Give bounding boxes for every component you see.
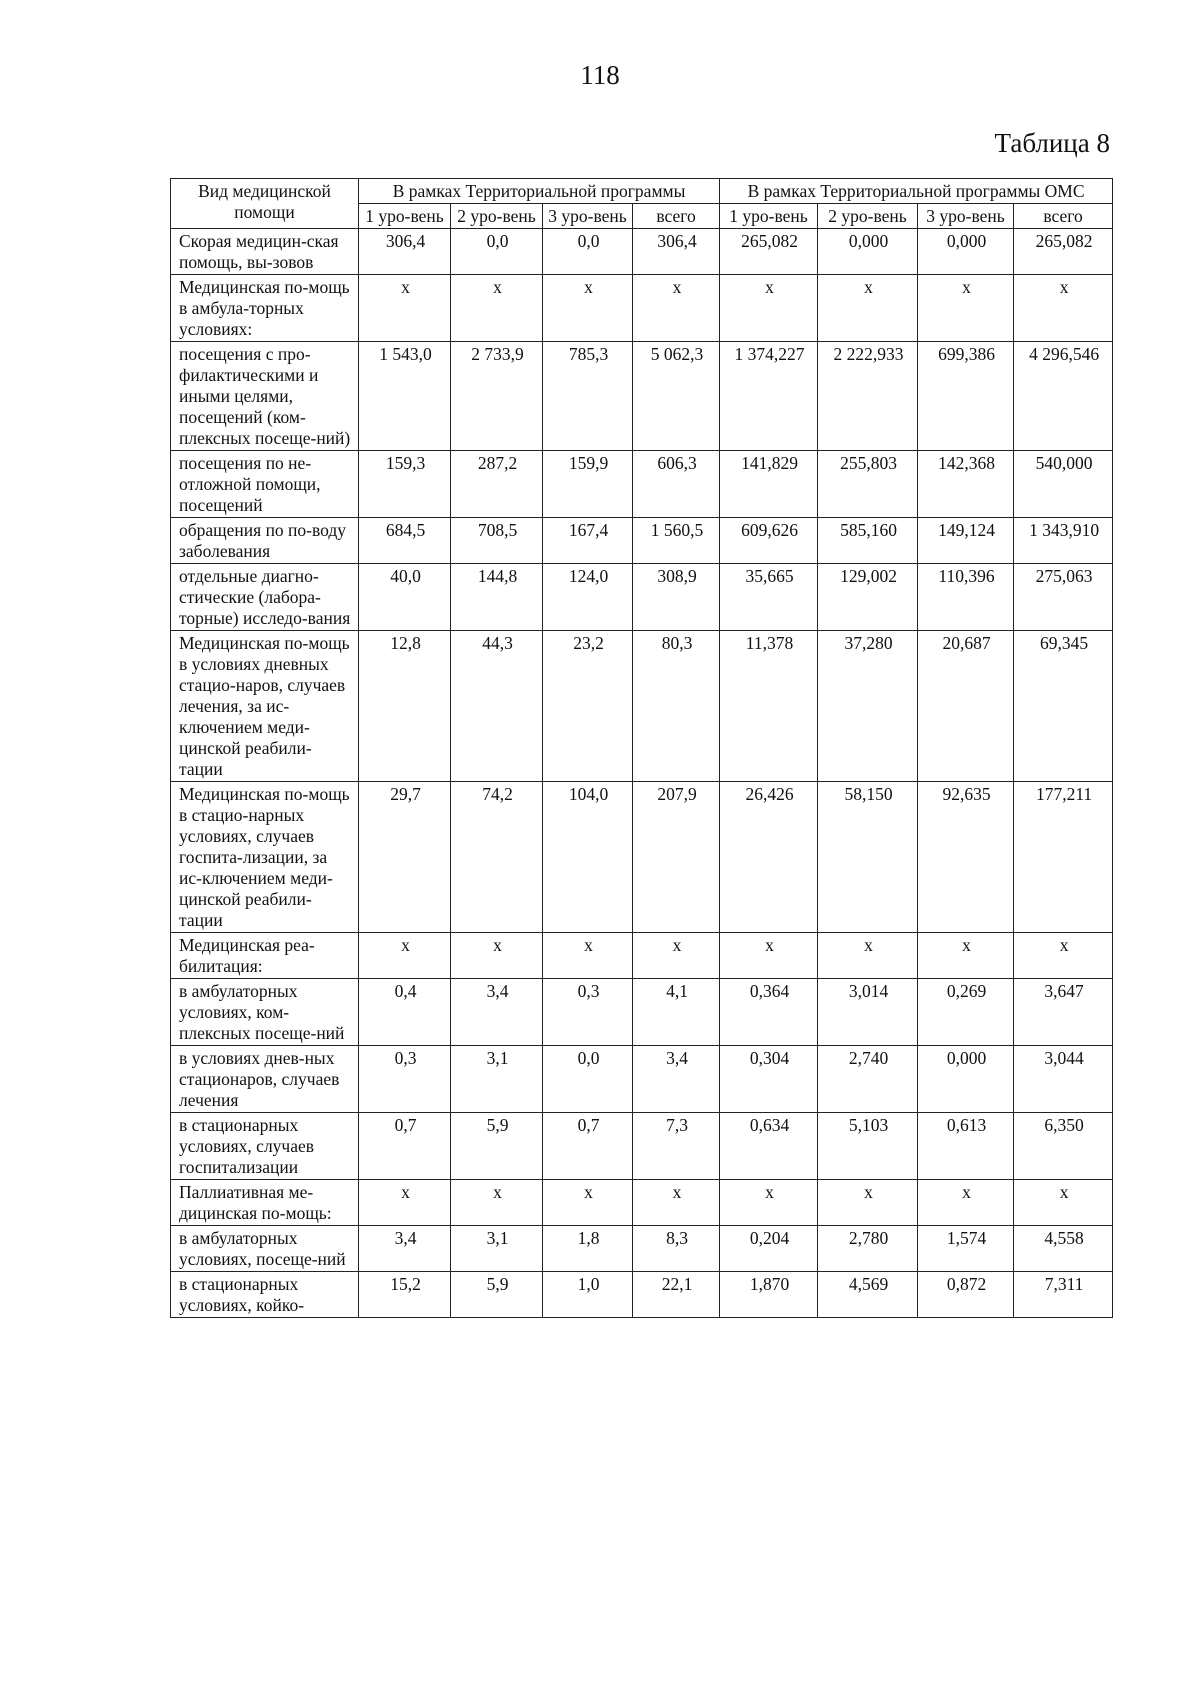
table-row: [171, 1226, 1113, 1272]
header-level-cell: 2 уро-вень: [818, 204, 918, 229]
header-total-cell: всего: [1014, 204, 1113, 229]
header-row-groups: [171, 179, 1113, 204]
row-label: Медицинская по-мощь в стацио-нарных условиях, случаев госпита-лизации, за ис-ключением меди-цинской реабили-тации: [171, 782, 359, 933]
value-cell: x: [451, 275, 543, 342]
value-cell: 3,1: [451, 1226, 543, 1272]
value-cell: x: [1014, 933, 1113, 979]
value-cell: 0,0: [451, 229, 543, 275]
value-cell: 0,7: [359, 1113, 451, 1180]
value-cell: 540,000: [1014, 451, 1113, 518]
value-cell: x: [633, 933, 720, 979]
value-cell: 144,8: [451, 564, 543, 631]
table-row: [171, 1113, 1113, 1180]
header-level-cell: 1 уро-вень: [720, 204, 818, 229]
value-cell: 159,3: [359, 451, 451, 518]
value-cell: 167,4: [543, 518, 633, 564]
table-row: [171, 933, 1113, 979]
value-cell: 3,044: [1014, 1046, 1113, 1113]
value-cell: 104,0: [543, 782, 633, 933]
value-cell: 1,8: [543, 1226, 633, 1272]
value-cell: 2 222,933: [818, 342, 918, 451]
table-row: [171, 451, 1113, 518]
row-label: посещения по не-отложной помощи, посещений: [171, 451, 359, 518]
value-cell: 110,396: [918, 564, 1014, 631]
value-cell: 80,3: [633, 631, 720, 782]
value-cell: 684,5: [359, 518, 451, 564]
table-row: [171, 342, 1113, 451]
value-cell: 0,613: [918, 1113, 1014, 1180]
value-cell: 306,4: [633, 229, 720, 275]
row-label: отдельные диагно-стические (лабора-торные) исследо-вания: [171, 564, 359, 631]
table-row: [171, 631, 1113, 782]
value-cell: 0,3: [359, 1046, 451, 1113]
value-cell: 708,5: [451, 518, 543, 564]
value-cell: x: [359, 933, 451, 979]
value-cell: x: [818, 933, 918, 979]
page-number: 118: [580, 60, 620, 90]
value-cell: x: [1014, 1180, 1113, 1226]
table-body: [171, 229, 1113, 1318]
value-cell: 35,665: [720, 564, 818, 631]
value-cell: x: [359, 275, 451, 342]
table-row: [171, 1046, 1113, 1113]
value-cell: 0,3: [543, 979, 633, 1046]
value-cell: 3,647: [1014, 979, 1113, 1046]
value-cell: 5,9: [451, 1272, 543, 1318]
value-cell: 69,345: [1014, 631, 1113, 782]
value-cell: 1 343,910: [1014, 518, 1113, 564]
value-cell: 0,000: [918, 229, 1014, 275]
table-row: [171, 979, 1113, 1046]
value-cell: 3,014: [818, 979, 918, 1046]
value-cell: 15,2: [359, 1272, 451, 1318]
value-cell: 0,0: [543, 229, 633, 275]
value-cell: 4 296,546: [1014, 342, 1113, 451]
value-cell: 1 560,5: [633, 518, 720, 564]
value-cell: x: [633, 275, 720, 342]
table-row: [171, 782, 1113, 933]
value-cell: 149,124: [918, 518, 1014, 564]
row-label: Паллиативная ме-дицинская по-мощь:: [171, 1180, 359, 1226]
value-cell: 0,634: [720, 1113, 818, 1180]
table-row: [171, 1272, 1113, 1318]
value-cell: 12,8: [359, 631, 451, 782]
value-cell: 22,1: [633, 1272, 720, 1318]
row-label: в стационарных условиях, случаев госпитализации: [171, 1113, 359, 1180]
header-level-cell: 3 уро-вень: [918, 204, 1014, 229]
value-cell: x: [1014, 275, 1113, 342]
row-label: посещения с про-филактическими и иными целями, посещений (ком-плексных посеще-ний): [171, 342, 359, 451]
value-cell: 141,829: [720, 451, 818, 518]
row-label: в амбулаторных условиях, посеще-ний: [171, 1226, 359, 1272]
value-cell: 3,4: [451, 979, 543, 1046]
header-level-cell: 1 уро-вень: [359, 204, 451, 229]
header-group-oms: В рамках Территориальной программы ОМС: [720, 179, 1113, 204]
value-cell: 40,0: [359, 564, 451, 631]
value-cell: 0,204: [720, 1226, 818, 1272]
value-cell: 2,780: [818, 1226, 918, 1272]
value-cell: 8,3: [633, 1226, 720, 1272]
value-cell: 1 543,0: [359, 342, 451, 451]
table-title: Таблица 8: [994, 128, 1110, 158]
value-cell: 3,4: [359, 1226, 451, 1272]
value-cell: 0,000: [818, 229, 918, 275]
value-cell: 1,574: [918, 1226, 1014, 1272]
value-cell: 0,0: [543, 1046, 633, 1113]
value-cell: 129,002: [818, 564, 918, 631]
row-label: Медицинская по-мощь в условиях дневных стацио-наров, случаев лечения, за ис-ключением меди-цинской реабили-тации: [171, 631, 359, 782]
row-label: Медицинская реа-билитация:: [171, 933, 359, 979]
value-cell: 785,3: [543, 342, 633, 451]
value-cell: 4,558: [1014, 1226, 1113, 1272]
value-cell: 0,7: [543, 1113, 633, 1180]
value-cell: 585,160: [818, 518, 918, 564]
header-level-cell: 2 уро-вень: [451, 204, 543, 229]
value-cell: 5 062,3: [633, 342, 720, 451]
row-label: Скорая медицин-ская помощь, вы-зовов: [171, 229, 359, 275]
value-cell: 29,7: [359, 782, 451, 933]
value-cell: 159,9: [543, 451, 633, 518]
row-label: в стационарных условиях, койко-: [171, 1272, 359, 1318]
value-cell: 606,3: [633, 451, 720, 518]
value-cell: x: [720, 1180, 818, 1226]
value-cell: 0,269: [918, 979, 1014, 1046]
value-cell: 287,2: [451, 451, 543, 518]
value-cell: x: [543, 1180, 633, 1226]
value-cell: 4,569: [818, 1272, 918, 1318]
value-cell: x: [633, 1180, 720, 1226]
header-type-cell: Вид медицинской помощи: [171, 179, 359, 229]
table-row: [171, 1180, 1113, 1226]
value-cell: 2,740: [818, 1046, 918, 1113]
value-cell: 58,150: [818, 782, 918, 933]
value-cell: 207,9: [633, 782, 720, 933]
value-cell: 0,872: [918, 1272, 1014, 1318]
value-cell: 0,4: [359, 979, 451, 1046]
table-row: [171, 564, 1113, 631]
value-cell: 1 374,227: [720, 342, 818, 451]
data-table: [170, 178, 1113, 1318]
value-cell: 142,368: [918, 451, 1014, 518]
value-cell: 308,9: [633, 564, 720, 631]
value-cell: 23,2: [543, 631, 633, 782]
value-cell: 306,4: [359, 229, 451, 275]
value-cell: 0,000: [918, 1046, 1014, 1113]
value-cell: 0,304: [720, 1046, 818, 1113]
row-label: в амбулаторных условиях, ком-плексных посеще-ний: [171, 979, 359, 1046]
header-group-territorial: В рамках Территориальной программы: [359, 179, 720, 204]
value-cell: 265,082: [720, 229, 818, 275]
value-cell: 1,0: [543, 1272, 633, 1318]
value-cell: 265,082: [1014, 229, 1113, 275]
header-level-cell: 3 уро-вень: [543, 204, 633, 229]
value-cell: 124,0: [543, 564, 633, 631]
value-cell: 37,280: [818, 631, 918, 782]
value-cell: x: [543, 275, 633, 342]
value-cell: 26,426: [720, 782, 818, 933]
value-cell: 7,311: [1014, 1272, 1113, 1318]
value-cell: x: [451, 1180, 543, 1226]
value-cell: x: [720, 275, 818, 342]
row-label: обращения по по-воду заболевания: [171, 518, 359, 564]
value-cell: x: [818, 275, 918, 342]
value-cell: 5,103: [818, 1113, 918, 1180]
value-cell: 20,687: [918, 631, 1014, 782]
value-cell: 609,626: [720, 518, 818, 564]
value-cell: 3,4: [633, 1046, 720, 1113]
table-row: [171, 518, 1113, 564]
table-row: [171, 229, 1113, 275]
value-cell: 255,803: [818, 451, 918, 518]
table-row: [171, 275, 1113, 342]
value-cell: 11,378: [720, 631, 818, 782]
value-cell: 92,635: [918, 782, 1014, 933]
value-cell: 2 733,9: [451, 342, 543, 451]
value-cell: 5,9: [451, 1113, 543, 1180]
value-cell: 4,1: [633, 979, 720, 1046]
value-cell: 44,3: [451, 631, 543, 782]
value-cell: x: [918, 1180, 1014, 1226]
value-cell: 74,2: [451, 782, 543, 933]
value-cell: x: [918, 933, 1014, 979]
value-cell: x: [543, 933, 633, 979]
row-label: в условиях днев-ных стационаров, случаев лечения: [171, 1046, 359, 1113]
value-cell: x: [451, 933, 543, 979]
header-total-cell: всего: [633, 204, 720, 229]
value-cell: 177,211: [1014, 782, 1113, 933]
value-cell: x: [818, 1180, 918, 1226]
value-cell: x: [918, 275, 1014, 342]
value-cell: x: [359, 1180, 451, 1226]
value-cell: 699,386: [918, 342, 1014, 451]
value-cell: 7,3: [633, 1113, 720, 1180]
row-label: Медицинская по-мощь в амбула-торных условиях:: [171, 275, 359, 342]
value-cell: x: [720, 933, 818, 979]
value-cell: 6,350: [1014, 1113, 1113, 1180]
value-cell: 3,1: [451, 1046, 543, 1113]
value-cell: 1,870: [720, 1272, 818, 1318]
value-cell: 0,364: [720, 979, 818, 1046]
value-cell: 275,063: [1014, 564, 1113, 631]
